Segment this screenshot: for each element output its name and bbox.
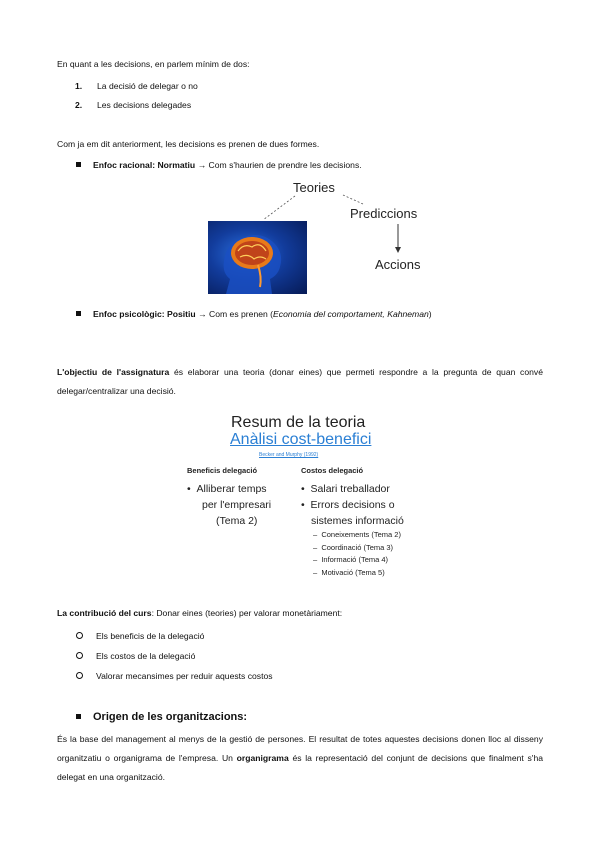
list-item [76, 650, 195, 662]
list-text: La decisió de delegar o no [97, 81, 198, 91]
costos-sub-item: – Informació (Tema 4) [313, 555, 389, 564]
costos-list [301, 481, 404, 529]
circle-bullet-icon [76, 652, 83, 659]
origen-post: és la representació del conjunt de decisions que finalment s'ha delegat en una organització. [57, 753, 543, 782]
list-item [76, 630, 204, 642]
formes-text: Com ja em dit anteriorment, les decisions es prenen de dues formes. [57, 139, 320, 149]
list-text: Les decisions delegades [97, 100, 192, 110]
costos-sub-item: – Coordinació (Tema 3) [313, 542, 394, 552]
costos-item: • Salari treballador [301, 483, 390, 495]
origen-bold: organigrama [236, 753, 289, 763]
beneficis-list [187, 481, 271, 529]
costos-sub-item: – Coneixements (Tema 2) [313, 530, 401, 539]
square-bullet-icon [76, 311, 81, 316]
intro-text: En quant a les decisions, en parlem mínim de dos: [57, 59, 250, 69]
costos-sub-item: – Motivació (Tema 5) [313, 567, 385, 577]
list-item [75, 99, 191, 111]
costos-sub-text: Informació (Tema 4) [321, 555, 389, 564]
contribucio-rest: : Donar eines (teories) per valorar monetàriament: [151, 608, 343, 618]
beneficis-text: Alliberar temps [196, 483, 267, 495]
diagram-accions: Accions [375, 257, 421, 272]
list-number: 2. [75, 100, 83, 110]
costos-sub-text: Coordinació (Tema 3) [321, 542, 394, 552]
costos-text: Errors decisions o [310, 499, 395, 511]
beneficis-text: (Tema 2) [216, 515, 258, 527]
list-item [75, 80, 198, 92]
arrow-icon: → [198, 309, 207, 319]
square-bullet-icon [76, 162, 81, 167]
objectiu-text: és elaborar una teoria (donar eines) que permeti respondre a la pregunta de quan convé delegar/centralizar una decisió. [57, 367, 543, 396]
circle-bullet-icon [76, 672, 83, 679]
resum-slide [183, 414, 423, 584]
square-bullet-icon [76, 714, 81, 719]
list-text: Els beneficis de la delegació [96, 631, 205, 641]
origen-title: Origen de les organitzacions: [93, 711, 248, 723]
diagram-teories: Teories [293, 180, 335, 195]
enfoc-racional-label: Enfoc racional: Normatiu [93, 160, 196, 170]
resum-subtitle: Anàlisi cost-benefici [230, 431, 372, 448]
enfoc-racional-text: Com s'haurien de prendre les decisions. [206, 160, 362, 170]
arrow-icon: → [197, 160, 207, 170]
enfoc-racional [76, 159, 362, 171]
costos-sub-text: Motivació (Tema 5) [321, 567, 385, 577]
theory-diagram [255, 176, 455, 276]
list-text: Valorar mecansimes per reduir aquests costos [96, 671, 273, 681]
beneficis-heading: Beneficis delegació [187, 466, 258, 475]
enfoc-psicologic-label: Enfoc psicològic: Positiu [93, 309, 196, 319]
enfoc-psicologic [76, 308, 432, 320]
origen-paragraph [57, 730, 543, 787]
circle-bullet-icon [76, 632, 83, 639]
objectiu-bold: L'objectiu de l'assignatura [57, 367, 170, 377]
contribucio-bold: La contribució del curs [57, 608, 152, 618]
costos-item: • Errors decisions o [301, 499, 395, 511]
costos-text: Salari treballador [310, 483, 390, 495]
list-text: Els costos de la delegació [96, 651, 196, 661]
enfoc-psicologic-italic: Economia del comportament, Kahneman [273, 309, 429, 319]
enfoc-psicologic-close: ) [428, 309, 432, 319]
list-number: 1. [75, 81, 83, 91]
contribucio-text [57, 607, 342, 619]
list-item [76, 670, 273, 682]
beneficis-text: per l'empresari [202, 499, 272, 511]
costos-sub-list [313, 529, 401, 579]
beneficis-item: • Alliberar temps [187, 483, 267, 495]
resum-title: Resum de la teoria [231, 414, 366, 431]
enfoc-psicologic-text: Com es prenen ( [206, 309, 274, 319]
costos-text: sistemes informació [311, 515, 404, 527]
costos-heading: Costos delegació [301, 466, 364, 475]
resum-source: Becker and Murphy (1992) [259, 452, 319, 458]
origen-pre: És la base del management al menys de la gestió de persones. El resultat de totes aquestes decisions donen lloc al disseny organitzatiu o organigrama de l'empresa. Un [57, 734, 543, 763]
costos-sub-text: Coneixements (Tema 2) [321, 530, 401, 539]
origen-heading [76, 711, 247, 723]
diagram-prediccions: Prediccions [350, 206, 418, 221]
objectiu-paragraph [57, 363, 543, 401]
